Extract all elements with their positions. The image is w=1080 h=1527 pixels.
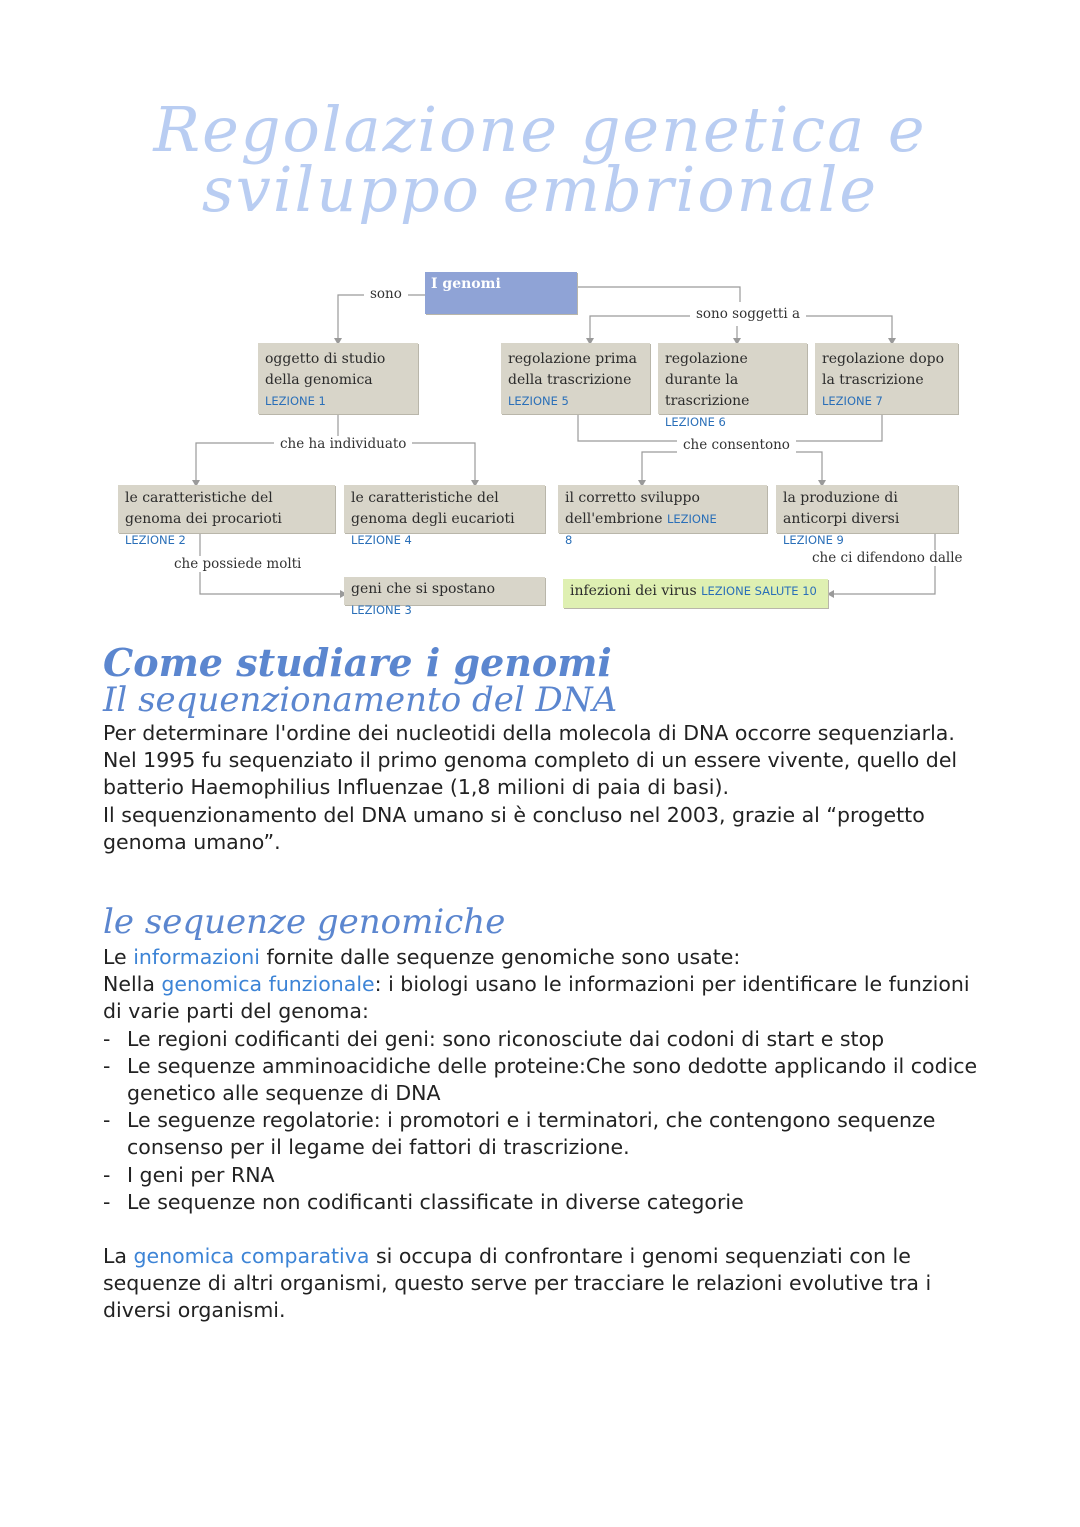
highlight-informazioni: informazioni	[133, 945, 260, 969]
list-item: - Le sequenze amminoacidiche delle proteine:Che sono dedotte applicando il codice genetico alle sequenze di DNA	[103, 1053, 983, 1107]
map-node-genomica	[258, 343, 418, 414]
map-label-che-difendono: che ci difendono dalle	[806, 550, 969, 566]
map-node-geni	[344, 577, 545, 617]
list-item: - Le sequenze non codificanti classificate in diverse categorie	[103, 1189, 983, 1216]
map-node-genomi: I genomi	[425, 272, 577, 314]
map-node-eucarioti	[344, 485, 545, 547]
node-lesson: LEZIONE 6	[665, 415, 726, 429]
paragraph-genomica-comparativa: La genomica comparativa si occupa di confrontare i genomi sequenziati con le sequenze di altri organismi, questo serve per tracciare le relazioni evolutive tra i diversi organismi.	[103, 1244, 932, 1323]
list-item: - Le regioni codificanti dei geni: sono riconosciute dai codoni di start e stop	[103, 1026, 983, 1053]
node-text: infezioni dei virus	[570, 583, 697, 599]
node-text: le caratteristiche del genoma dei procarioti	[125, 490, 282, 527]
section-heading-studiare-genomi: Come studiare i genomi	[103, 640, 612, 685]
bullet-list	[103, 1026, 983, 1216]
highlight-genomica-funzionale: genomica funzionale	[161, 972, 375, 997]
paragraph: Il sequenzionamento del DNA umano si è concluso nel 2003, grazie al “progetto genoma umano”.	[103, 802, 925, 854]
node-lesson: LEZIONE 2	[125, 533, 186, 547]
node-text: le caratteristiche del genoma degli eucarioti	[351, 490, 515, 527]
map-label-che-possiede: che possiede molti	[168, 556, 307, 572]
node-text: geni che si spostano	[351, 581, 496, 597]
node-lesson: LEZIONE 4	[351, 533, 412, 547]
map-node-procarioti	[118, 485, 335, 547]
section2-body	[103, 944, 983, 1325]
map-node-virus	[563, 579, 828, 608]
list-item: - Le seguenze regolatorie: i promotori e i terminatori, che contengono sequenze consenso per il legame dei fattori di trascrizione.	[103, 1107, 983, 1161]
section-subheading-sequenziamento: Il sequenzionamento del DNA	[103, 680, 618, 720]
paragraph-intro: Le informazioni fornite dalle sequenze genomiche sono usate:	[103, 945, 741, 969]
node-lesson: LEZIONE 7	[822, 394, 883, 408]
node-lesson: LEZIONE 3	[351, 603, 412, 617]
section-heading-sequenze-genomiche: le sequenze genomiche	[103, 902, 506, 942]
highlight-genomica-comparativa: genomica comparativa	[133, 1244, 370, 1269]
map-label-sono-soggetti: sono soggetti a	[690, 306, 806, 322]
node-lesson: LEZIONE 8	[565, 512, 717, 547]
node-lesson: LEZIONE SALUTE 10	[701, 584, 817, 598]
map-node-regolazione-durante	[658, 343, 807, 429]
page-title-line2: sviluppo embrionale	[201, 153, 879, 226]
paragraph: Per determinare l'ordine dei nucleotidi della molecola di DNA occorre sequenziarla.	[103, 721, 955, 745]
map-node-regolazione-dopo	[815, 343, 958, 414]
node-text: oggetto di studio della genomica	[265, 351, 386, 388]
node-lesson: LEZIONE 5	[508, 394, 569, 408]
map-node-regolazione-prima	[501, 343, 650, 414]
section1-body	[103, 720, 983, 856]
node-lesson: LEZIONE 9	[783, 533, 844, 547]
node-text: la produzione di anticorpi diversi	[783, 490, 900, 527]
map-label-sono: sono	[364, 286, 408, 302]
map-node-anticorpi	[776, 485, 958, 547]
list-item: - I geni per RNA	[103, 1162, 983, 1189]
node-text: regolazione dopo la trascrizione	[822, 351, 945, 388]
page-title-line1: Regolazione genetica e	[153, 93, 927, 166]
node-text: regolazione prima della trascrizione	[508, 351, 637, 388]
map-label-che-ha-individuato: che ha individuato	[274, 436, 412, 452]
node-lesson: LEZIONE 1	[265, 394, 326, 408]
map-node-sviluppo	[558, 485, 767, 547]
map-label-che-consentono: che consentono	[677, 437, 796, 453]
paragraph: Nel 1995 fu sequenziato il primo genoma completo di un essere vivente, quello del batterio Haemophilius Influenzae (1,8 milioni di paia di basi).	[103, 748, 958, 800]
node-text: il corretto sviluppo dell'embrione	[565, 490, 700, 527]
node-text: regolazione durante la trascrizione	[665, 351, 750, 409]
paragraph-genomica-funzionale: Nella genomica funzionale: i biologi usano le informazioni per identificare le funzioni di varie parti del genoma:	[103, 972, 970, 1024]
